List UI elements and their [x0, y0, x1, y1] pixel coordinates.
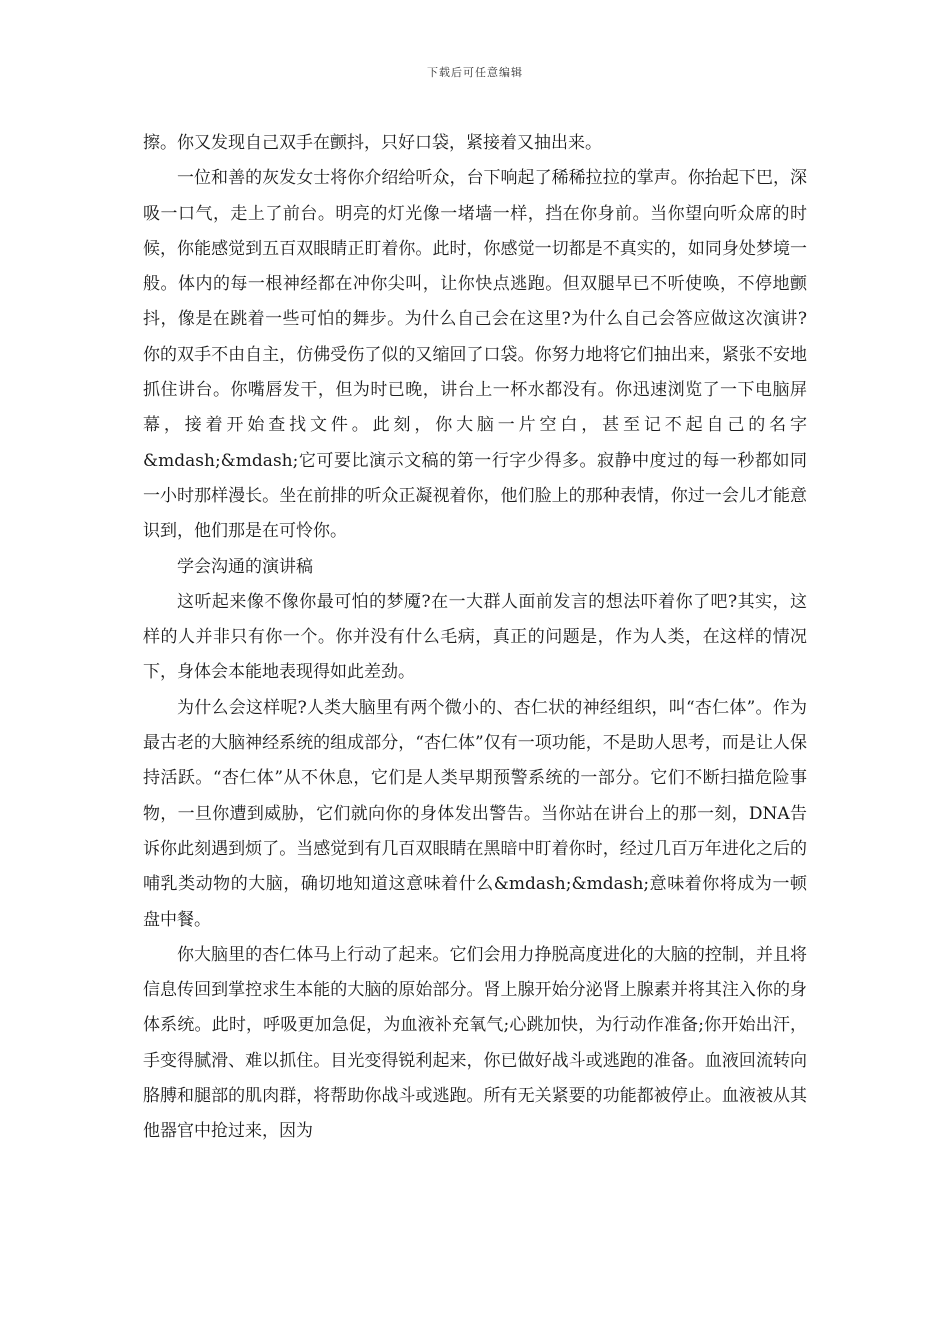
paragraph-2: 一位和善的灰发女士将你介绍给听众，台下响起了稀稀拉拉的掌声。你抬起下巴，深吸一口气，走上了前台。明亮的灯光像一堵墙一样，挡在你身前。当你望向听众席的时候，你能感觉到五百双眼睛正盯着你。此时，你感觉一切都是不真实的，如同身处梦境一般。体内的每一根神经都在冲你尖叫，让你快点逃跑。但双腿早已不听使唤，不停地颤抖，像是在跳着一些可怕的舞步。为什么自己会在这里?为什么自己会答应做这次演讲?你的双手不由自主，仿佛受伤了似的又缩回了口袋。你努力地将它们抽出来，紧张不安地抓住讲台。你嘴唇发干，但为时已晚，讲台上一杯水都没有。你迅速浏览了一下电脑屏幕，接着开始查找文件。此刻，你大脑一片空白，甚至记不起自己的名字&mdash;&mdash;它可要比演示文稿的第一行字少得多。寂静中度过的每一秒都如同一小时那样漫长。坐在前排的听众正凝视着你，他们脸上的那种表情，你过一会儿才能意识到，他们那是在可怜你。: [143, 168, 807, 542]
page-header: 下载后可任意编辑: [427, 66, 523, 79]
paragraph-5: 你大脑里的杏仁体马上行动了起来。它们会用力挣脱高度进化的大脑的控制，并且将信息传回到掌控求生本能的大脑的原始部分。肾上腺开始分泌肾上腺素并将其注入你的身体系统。此时，呼吸更加急促，为血液补充氧气;心跳加快，为行动作准备;你开始出汗，手变得腻滑、难以抓住。目光变得锐利起来，你已做好战斗或逃跑的准备。血液回流转向胳膊和腿部的肌肉群，将帮助你战斗或逃跑。所有无关紧要的功能都被停止。血液被从其他器官中抢过来，因为: [143, 944, 807, 1142]
paragraph-4: 为什么会这样呢?人类大脑里有两个微小的、杏仁状的神经组织，叫“杏仁体”。作为最古老的大脑神经系统的组成部分，“杏仁体”仅有一项功能，不是助人思考，而是让人保持活跃。“杏仁体”从不休息，它们是人类早期预警系统的一部分。它们不断扫描危险事物，一旦你遭到威胁，它们就向你的身体发出警告。当你站在讲台上的那一刻，DNA告诉你此刻遇到烦了。当感觉到有几百双眼睛在黑暗中盯着你时，经过几百万年进化之后的哺乳类动物的大脑，确切地知道这意味着什么&mdash;&mdash;意味着你将成为一顿盘中餐。: [143, 697, 807, 930]
section-heading: 学会沟通的演讲稿: [177, 556, 313, 577]
document-body: [143, 126, 807, 1150]
paragraph-1: 擦。你又发现自己双手在颤抖，只好口袋，紧接着又抽出来。: [143, 133, 602, 153]
paragraph-3: 这听起来像不像你最可怕的梦魇?在一大群人面前发言的想法吓着你了吧?其实，这样的人并非只有你一个。你并没有什么毛病，真正的问题是，作为人类，在这样的情况下，身体会本能地表现得如此差劲。: [143, 591, 807, 683]
